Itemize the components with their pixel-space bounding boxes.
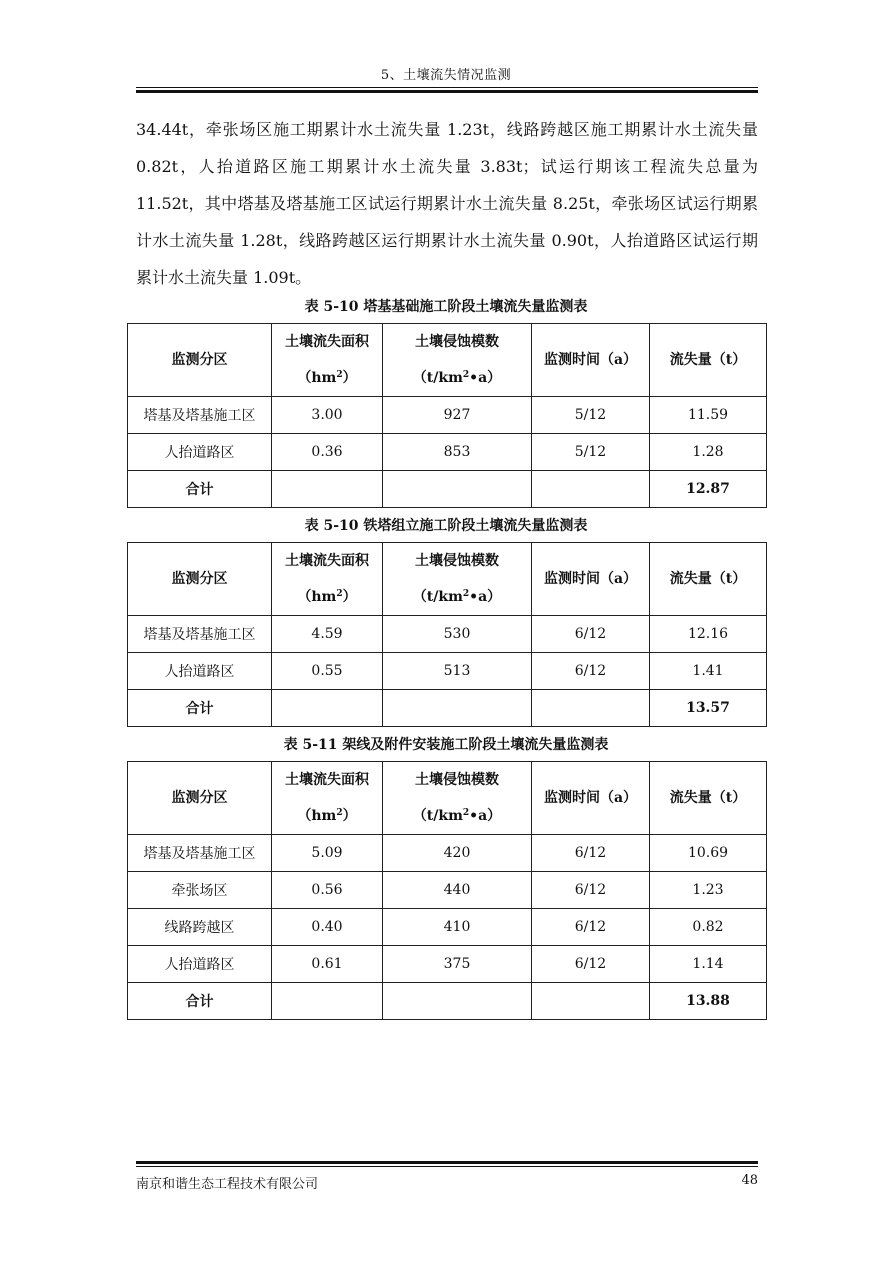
cell-loss: 11.59 xyxy=(650,397,767,434)
header-rule-thick xyxy=(136,90,758,93)
cell-area: 4.59 xyxy=(272,616,383,653)
cell-loss: 1.41 xyxy=(650,653,767,690)
cell-total-label: 合计 xyxy=(128,471,272,508)
cell-total-label: 合计 xyxy=(128,690,272,727)
cell-loss: 0.82 xyxy=(650,909,767,946)
cell-area: 5.09 xyxy=(272,835,383,872)
cell-empty xyxy=(532,983,650,1020)
cell-zone: 人抬道路区 xyxy=(128,434,272,471)
footer-rule-thin xyxy=(136,1166,758,1167)
cell-time: 6/12 xyxy=(532,872,650,909)
body-paragraph: 34.44t，牵张场区施工期累计水土流失量 1.23t，线路跨越区施工期累计水土流失量 0.82t，人抬道路区施工期累计水土流失量 3.83t；试运行期该工程流失总量为 11.52t，其中塔基及塔基施工区试运行期累计水土流失量 8.25t，牵张场区试运行期累计水土流失量 1.28t，线路跨越区运行期累计水土流失量 0.90t，人抬道路区试运行期累计水土流失量 1.09t。 xyxy=(136,120,758,287)
cell-total-value: 12.87 xyxy=(650,471,767,508)
page-number: 48 xyxy=(741,1173,758,1188)
cell-loss: 10.69 xyxy=(650,835,767,872)
col-header-time: 监测时间（a） xyxy=(532,324,650,397)
cell-empty xyxy=(383,690,532,727)
cell-time: 5/12 xyxy=(532,434,650,471)
table-header-row xyxy=(128,324,767,397)
table-header-row xyxy=(128,543,767,616)
cell-zone: 人抬道路区 xyxy=(128,946,272,983)
cell-modulus: 420 xyxy=(383,835,532,872)
col-header-loss: 流失量（t） xyxy=(650,762,767,835)
table-row xyxy=(128,909,767,946)
col-header-zone: 监测分区 xyxy=(128,762,272,835)
cell-time: 6/12 xyxy=(532,616,650,653)
cell-modulus: 375 xyxy=(383,946,532,983)
cell-loss: 12.16 xyxy=(650,616,767,653)
table-total-row xyxy=(128,690,767,727)
col-header-area: 土壤流失面积 $(hm^2)$ xyxy=(272,543,383,616)
cell-modulus: 530 xyxy=(383,616,532,653)
cell-time: 6/12 xyxy=(532,946,650,983)
cell-area: 0.36 xyxy=(272,434,383,471)
cell-time: 6/12 xyxy=(532,909,650,946)
table-row xyxy=(128,434,767,471)
table-total-row xyxy=(128,471,767,508)
table-row xyxy=(128,397,767,434)
col-header-zone: 监测分区 xyxy=(128,324,272,397)
table-row xyxy=(128,946,767,983)
cell-area: 0.55 xyxy=(272,653,383,690)
cell-loss: 1.23 xyxy=(650,872,767,909)
table-row xyxy=(128,616,767,653)
table-caption: 表 5-10 塔基基础施工阶段土壤流失量监测表 xyxy=(304,299,588,315)
col-header-zone: 监测分区 xyxy=(128,543,272,616)
table-row xyxy=(128,835,767,872)
monitoring-table xyxy=(127,761,767,1020)
table-row xyxy=(128,653,767,690)
cell-total-value: 13.57 xyxy=(650,690,767,727)
cell-empty xyxy=(383,983,532,1020)
col-header-modulus: 土壤侵蚀模数 $(t/km^2•a)$ xyxy=(383,324,532,397)
cell-modulus: 440 xyxy=(383,872,532,909)
cell-empty xyxy=(383,471,532,508)
cell-zone: 线路跨越区 xyxy=(128,909,272,946)
cell-zone: 塔基及塔基施工区 xyxy=(128,397,272,434)
cell-modulus: 927 xyxy=(383,397,532,434)
monitoring-table xyxy=(127,323,767,508)
col-header-time: 监测时间（a） xyxy=(532,762,650,835)
header-rule-thin xyxy=(136,87,758,88)
col-header-area: 土壤流失面积 $(hm^2)$ xyxy=(272,762,383,835)
cell-time: 5/12 xyxy=(532,397,650,434)
cell-loss: 1.28 xyxy=(650,434,767,471)
cell-loss: 1.14 xyxy=(650,946,767,983)
cell-area: 3.00 xyxy=(272,397,383,434)
cell-total-value: 13.88 xyxy=(650,983,767,1020)
cell-area: 0.61 xyxy=(272,946,383,983)
cell-zone: 人抬道路区 xyxy=(128,653,272,690)
monitoring-table xyxy=(127,542,767,727)
table-caption: 表 5-10 铁塔组立施工阶段土壤流失量监测表 xyxy=(304,518,588,534)
col-header-loss: 流失量（t） xyxy=(650,324,767,397)
cell-modulus: 853 xyxy=(383,434,532,471)
cell-zone: 塔基及塔基施工区 xyxy=(128,616,272,653)
header-title: 5、土壤流失情况监测 xyxy=(380,68,512,83)
table-caption: 表 5-11 架线及附件安装施工阶段土壤流失量监测表 xyxy=(283,737,609,753)
cell-empty xyxy=(532,690,650,727)
footer-company: 南京和谐生态工程技术有限公司 xyxy=(136,1177,319,1192)
cell-time: 6/12 xyxy=(532,835,650,872)
col-header-loss: 流失量（t） xyxy=(650,543,767,616)
cell-area: 0.40 xyxy=(272,909,383,946)
cell-zone: 牵张场区 xyxy=(128,872,272,909)
col-header-area: 土壤流失面积 $(hm^2)$ xyxy=(272,324,383,397)
cell-empty xyxy=(272,471,383,508)
col-header-time: 监测时间（a） xyxy=(532,543,650,616)
cell-total-label: 合计 xyxy=(128,983,272,1020)
table-row xyxy=(128,872,767,909)
table-header-row xyxy=(128,762,767,835)
col-header-modulus: 土壤侵蚀模数 $(t/km^2•a)$ xyxy=(383,762,532,835)
cell-empty xyxy=(272,983,383,1020)
table-total-row xyxy=(128,983,767,1020)
cell-empty xyxy=(532,471,650,508)
cell-time: 6/12 xyxy=(532,653,650,690)
cell-empty xyxy=(272,690,383,727)
footer-rule-thick xyxy=(136,1161,758,1164)
cell-zone: 塔基及塔基施工区 xyxy=(128,835,272,872)
cell-modulus: 410 xyxy=(383,909,532,946)
cell-modulus: 513 xyxy=(383,653,532,690)
cell-area: 0.56 xyxy=(272,872,383,909)
col-header-modulus: 土壤侵蚀模数 $(t/km^2•a)$ xyxy=(383,543,532,616)
